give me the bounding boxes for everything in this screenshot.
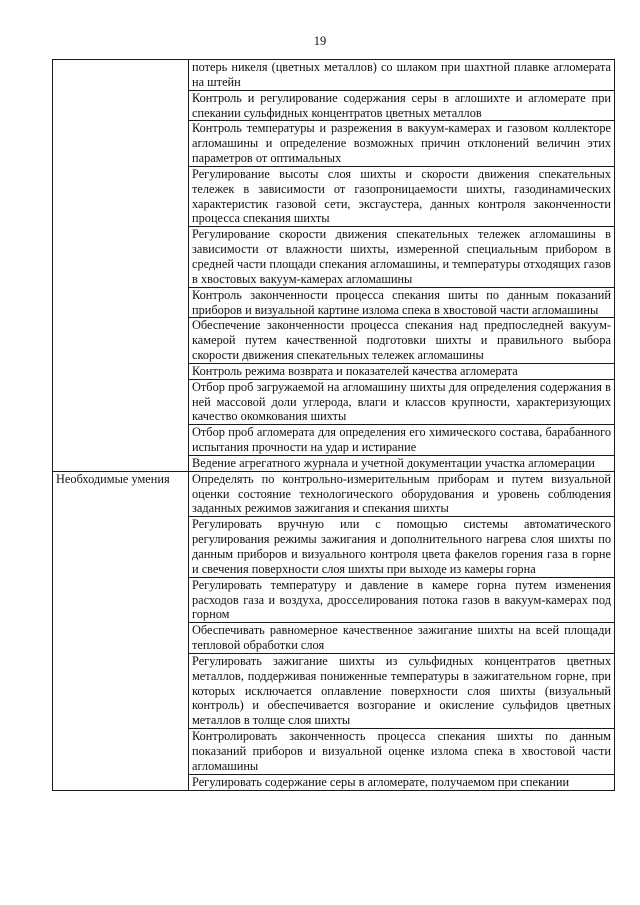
page-number: 19 bbox=[313, 34, 327, 48]
table-cell: Контроль законченности процесса спекания шиты по данным показаний приборов и визуальной картине излома спека в хвостовой части агломашины bbox=[189, 287, 615, 318]
table-cell: Определять по контрольно-измерительным приборам и путем визуальной оценки состояние технологического оборудования и уровень соблюдения заданных режимов зажигания и спекания шихты bbox=[189, 471, 615, 517]
table-row bbox=[53, 60, 615, 91]
section-label-skills: Необходимые умения bbox=[53, 471, 189, 790]
table-cell: Контролировать законченность процесса спекания шихты по данным показаний приборов и визуальной оценке излома спека в хвостовой части агломашины bbox=[189, 729, 615, 775]
table-cell: Контроль режима возврата и показателей качества агломерата bbox=[189, 363, 615, 379]
requirements-table bbox=[52, 59, 615, 791]
table-cell: Обеспечивать равномерное качественное зажигание шихты на всей площади тепловой обработки слоя bbox=[189, 623, 615, 654]
table-cell: Регулировать температуру и давление в камере горна путем изменения расходов газа и воздуха, дросселирования потока газов в вакуум-камерах под горном bbox=[189, 577, 615, 623]
table-cell: Регулирование скорости движения спекательных тележек агломашины в зависимости от влажности шихты, измеренной специальным прибором в средней части площади спекания агломашины, и температуры отходящих газов в хвостовых вакуум-камерах агломашины bbox=[189, 227, 615, 287]
table-cell: потерь никеля (цветных металлов) со шлаком при шахтной плавке агломерата на штейн bbox=[189, 60, 615, 91]
table-cell: Регулировать содержание серы в агломерате, получаемом при спекании bbox=[189, 774, 615, 790]
row-label-empty bbox=[53, 60, 189, 472]
table-cell: Отбор проб агломерата для определения его химического состава, барабанного испытания прочности на удар и истирание bbox=[189, 425, 615, 456]
table-cell: Обеспечение законченности процесса спекания над предпоследней вакуум-камерой путем качественной подготовки шихты и правильного выбора скорости движения спекательных тележек агломашины bbox=[189, 318, 615, 364]
table-cell: Регулировать вручную или с помощью системы автоматического регулирования режимы зажигания и дополнительного нагрева слоя шихты по данным приборов и визуального контроля цвета факелов горения газа в горне и свечения поверхности слоя шихты при выходе из камеры горна bbox=[189, 517, 615, 577]
table-cell: Контроль температуры и разрежения в вакуум-камерах и газовом коллекторе агломашины и определение возможных причин отклонений величин этих параметров от оптимальных bbox=[189, 121, 615, 167]
table-cell: Контроль и регулирование содержания серы в аглошихте и агломерате при спекании сульфидных концентратов цветных металлов bbox=[189, 90, 615, 121]
table-cell: Ведение агрегатного журнала и учетной документации участка агломерации bbox=[189, 455, 615, 471]
table-row bbox=[53, 471, 615, 517]
table-cell: Отбор проб загружаемой на агломашину шихты для определения содержания в ней массовой доли углерода, влаги и классов крупности, характеризующих качество окомкования шихты bbox=[189, 379, 615, 425]
table-cell: Регулировать зажигание шихты из сульфидных концентратов цветных металлов, поддерживая пониженные температуры в зажигательном горне, при которых исключается оплавление поверхности слоя шихты (визуальный контроль) и обеспечивается возгорание и окисление сульфидов цветных металлов в толще слоя шихты bbox=[189, 653, 615, 728]
table-cell: Регулирование высоты слоя шихты и скорости движения спекательных тележек в зависимости от газопроницаемости шихты, газодинамических характеристик газовой сети, эксгаустера, данных контроля законченности процесса спекания шихты bbox=[189, 166, 615, 226]
